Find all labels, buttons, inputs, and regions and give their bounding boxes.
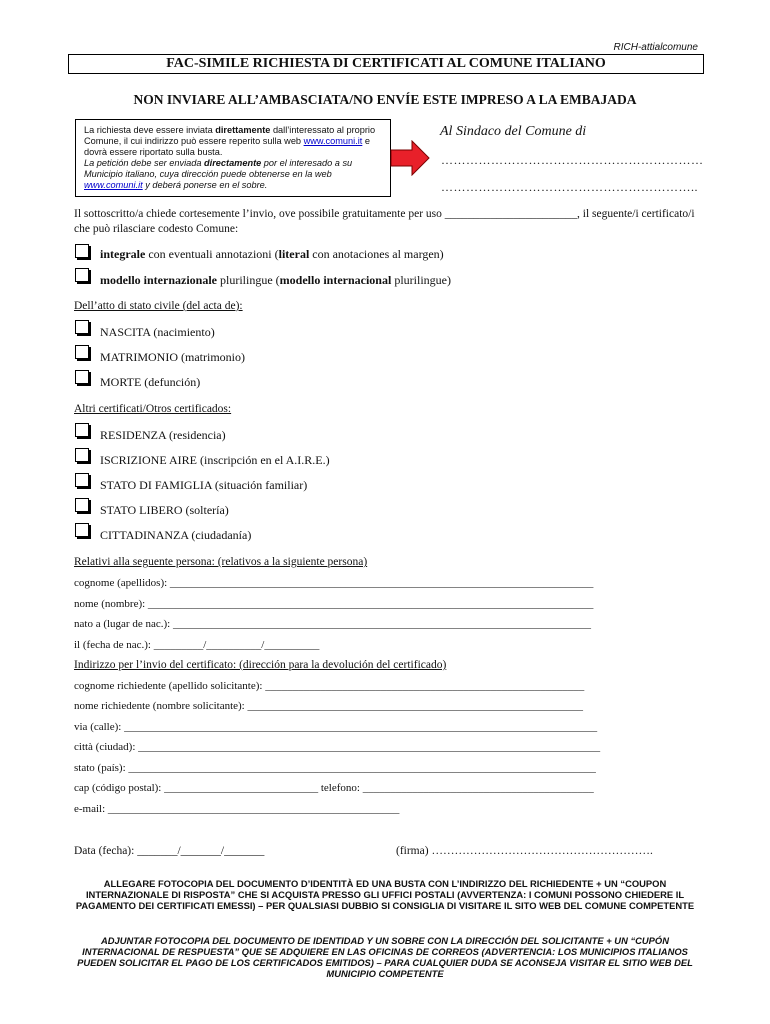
internazionale-label: modello internazionale plurilingue (modello internacional plurilingue) [100,273,451,287]
note-it: La richiesta deve essere inviata direttamente dall’interessato al proprio Comune, il cui indirizzo può essere reperito sulla web www.comuni.it e dovrà essere riportato sulla busta. [84,125,376,157]
nome-field[interactable]: nome (nombre): _________________________________________________________________________________ [74,598,594,610]
nascita-checkbox[interactable] [75,320,89,334]
footer-note-es: ADJUNTAR FOTOCOPIA DEL DOCUMENTO DE IDENTIDAD Y UN SOBRE CON LA DIRECCIÓN DEL SOLICITANTE + UN “CUPÓN INTERNACIONAL DE RESPUESTA” QUE SE ADQUIERE EN LAS OFICINAS DE CORREOS (ADVERTENCIA: LOS MUNICIPIOS ITALIANOS PUEDEN SOLICITAR EL PAGO DE LOS CERTIFICADOS EMITIDOS) – PARA CUALQUIER DUDA SE ACONSEJA VISITAR EL SITIO WEB DEL MUNICIPIO COMPETENTE [77,935,693,979]
cognome-field[interactable]: cognome (apellidos): _____________________________________________________________________________ [74,577,594,589]
form-subtitle: NON INVIARE ALL’AMBASCIATA/NO ENVÍE ESTE IMPRESO A LA EMBAJADA [133,92,637,107]
birth-date-field[interactable]: il (fecha de nac.): _________/__________/__________ [74,639,320,651]
morte-checkbox[interactable] [75,370,89,384]
request-intro: Il sottoscritto/a chiede cortesemente l’invio, ove possibile gratuitamente per uso _______________________, il seguente/i certificato/i che può rilasciare codesto Comune: [74,208,695,235]
cap-telefono-field[interactable]: cap (código postal): ____________________________ telefono: __________________________________________ [74,782,594,794]
recipient-label: Al Sindaco del Comune di [440,124,587,139]
recipient-line-1[interactable]: ……………………………………………………… [441,153,704,167]
address-section-heading: Indirizzo per l’invio del certificato: (dirección para la devolución del certificado) [74,659,447,671]
nascita-label: NASCITA (nacimiento) [100,325,215,339]
stato-famiglia-checkbox[interactable] [75,473,89,487]
person-section-heading: Relativi alla seguente persona: (relativos a la siguiente persona) [74,556,368,568]
note-es: La petición debe ser enviada directamente por el interesado a su Municipio italiano, cuya dirección puede obtenerse en la web www.comuni.it y deberá ponerse en el sobre. [84,158,353,190]
comuni-link-es[interactable]: www.comuni.it [84,180,143,190]
document-reference: RICH-attialcomune [613,42,698,53]
instructions-box [75,119,391,197]
signature-field[interactable]: (firma) …………………………………………………. [396,845,653,857]
comuni-link[interactable]: www.comuni.it [303,136,363,146]
iscrizione-aire-label: ISCRIZIONE AIRE (inscripción en el A.I.R.E.) [100,453,330,467]
matrimonio-label: MATRIMONIO (matrimonio) [100,350,245,364]
email-field[interactable]: e-mail: _____________________________________________________ [74,803,400,815]
recipient-line-2[interactable]: …………………………………………………….. [441,180,698,194]
stato-field[interactable]: stato (país): _____________________________________________________________________________________ [74,762,596,774]
nato-a-field[interactable]: nato a (lugar de nac.): ____________________________________________________________________________ [74,618,591,630]
matrimonio-checkbox[interactable] [75,345,89,359]
stato-libero-checkbox[interactable] [75,498,89,512]
footer-note-it: ALLEGARE FOTOCOPIA DEL DOCUMENTO D’IDENTITÀ ED UNA BUSTA CON L’INDIRIZZO DEL RICHIEDENTE + UN “COUPON INTERNAZIONALE DI RISPOSTA” CHE SI ACQUISTA PRESSO GLI UFFICI POSTALI (AVVERTENZA: I COMUNI POSSONO CHIEDERE IL PAGAMENTO DEI CERTIFICATI EMESSI) – PER QUALSIASI DUBBIO SI CONSIGLIA DI VISITARE IL SITO WEB DEL COMUNE COMPETENTE [75,878,695,911]
arrow-right-icon [390,140,430,176]
via-field[interactable]: via (calle): ______________________________________________________________________________________ [74,721,598,733]
residenza-checkbox[interactable] [75,423,89,437]
form-title: FAC-SIMILE RICHIESTA DI CERTIFICATI AL COMUNE ITALIANO [68,54,704,74]
integrale-checkbox[interactable] [75,244,89,258]
iscrizione-aire-checkbox[interactable] [75,448,89,462]
internazionale-checkbox[interactable] [75,268,89,282]
citta-field[interactable]: città (ciudad): ____________________________________________________________________________________ [74,741,601,753]
integrale-label: integrale con eventuali annotazioni (literal con anotaciones al margen) [100,247,444,261]
other-section-heading: Altri certificati/Otros certificados: [74,403,232,415]
cognome-richiedente-field[interactable]: cognome richiedente (apellido solicitante): __________________________________________________________ [74,680,585,692]
cittadinanza-label: CITTADINANZA (ciudadanía) [100,528,252,542]
date-field[interactable]: Data (fecha): _______/_______/_______ [74,845,265,857]
cittadinanza-checkbox[interactable] [75,523,89,537]
residenza-label: RESIDENZA (residencia) [100,428,226,442]
stato-famiglia-label: STATO DI FAMIGLIA (situación familiar) [100,478,308,492]
stato-libero-label: STATO LIBERO (soltería) [100,503,229,517]
civil-section-heading: Dell’atto di stato civile (del acta de): [74,300,243,312]
nome-richiedente-field[interactable]: nome richiedente (nombre solicitante): _____________________________________________________________ [74,700,583,712]
morte-label: MORTE (defunción) [100,375,201,389]
